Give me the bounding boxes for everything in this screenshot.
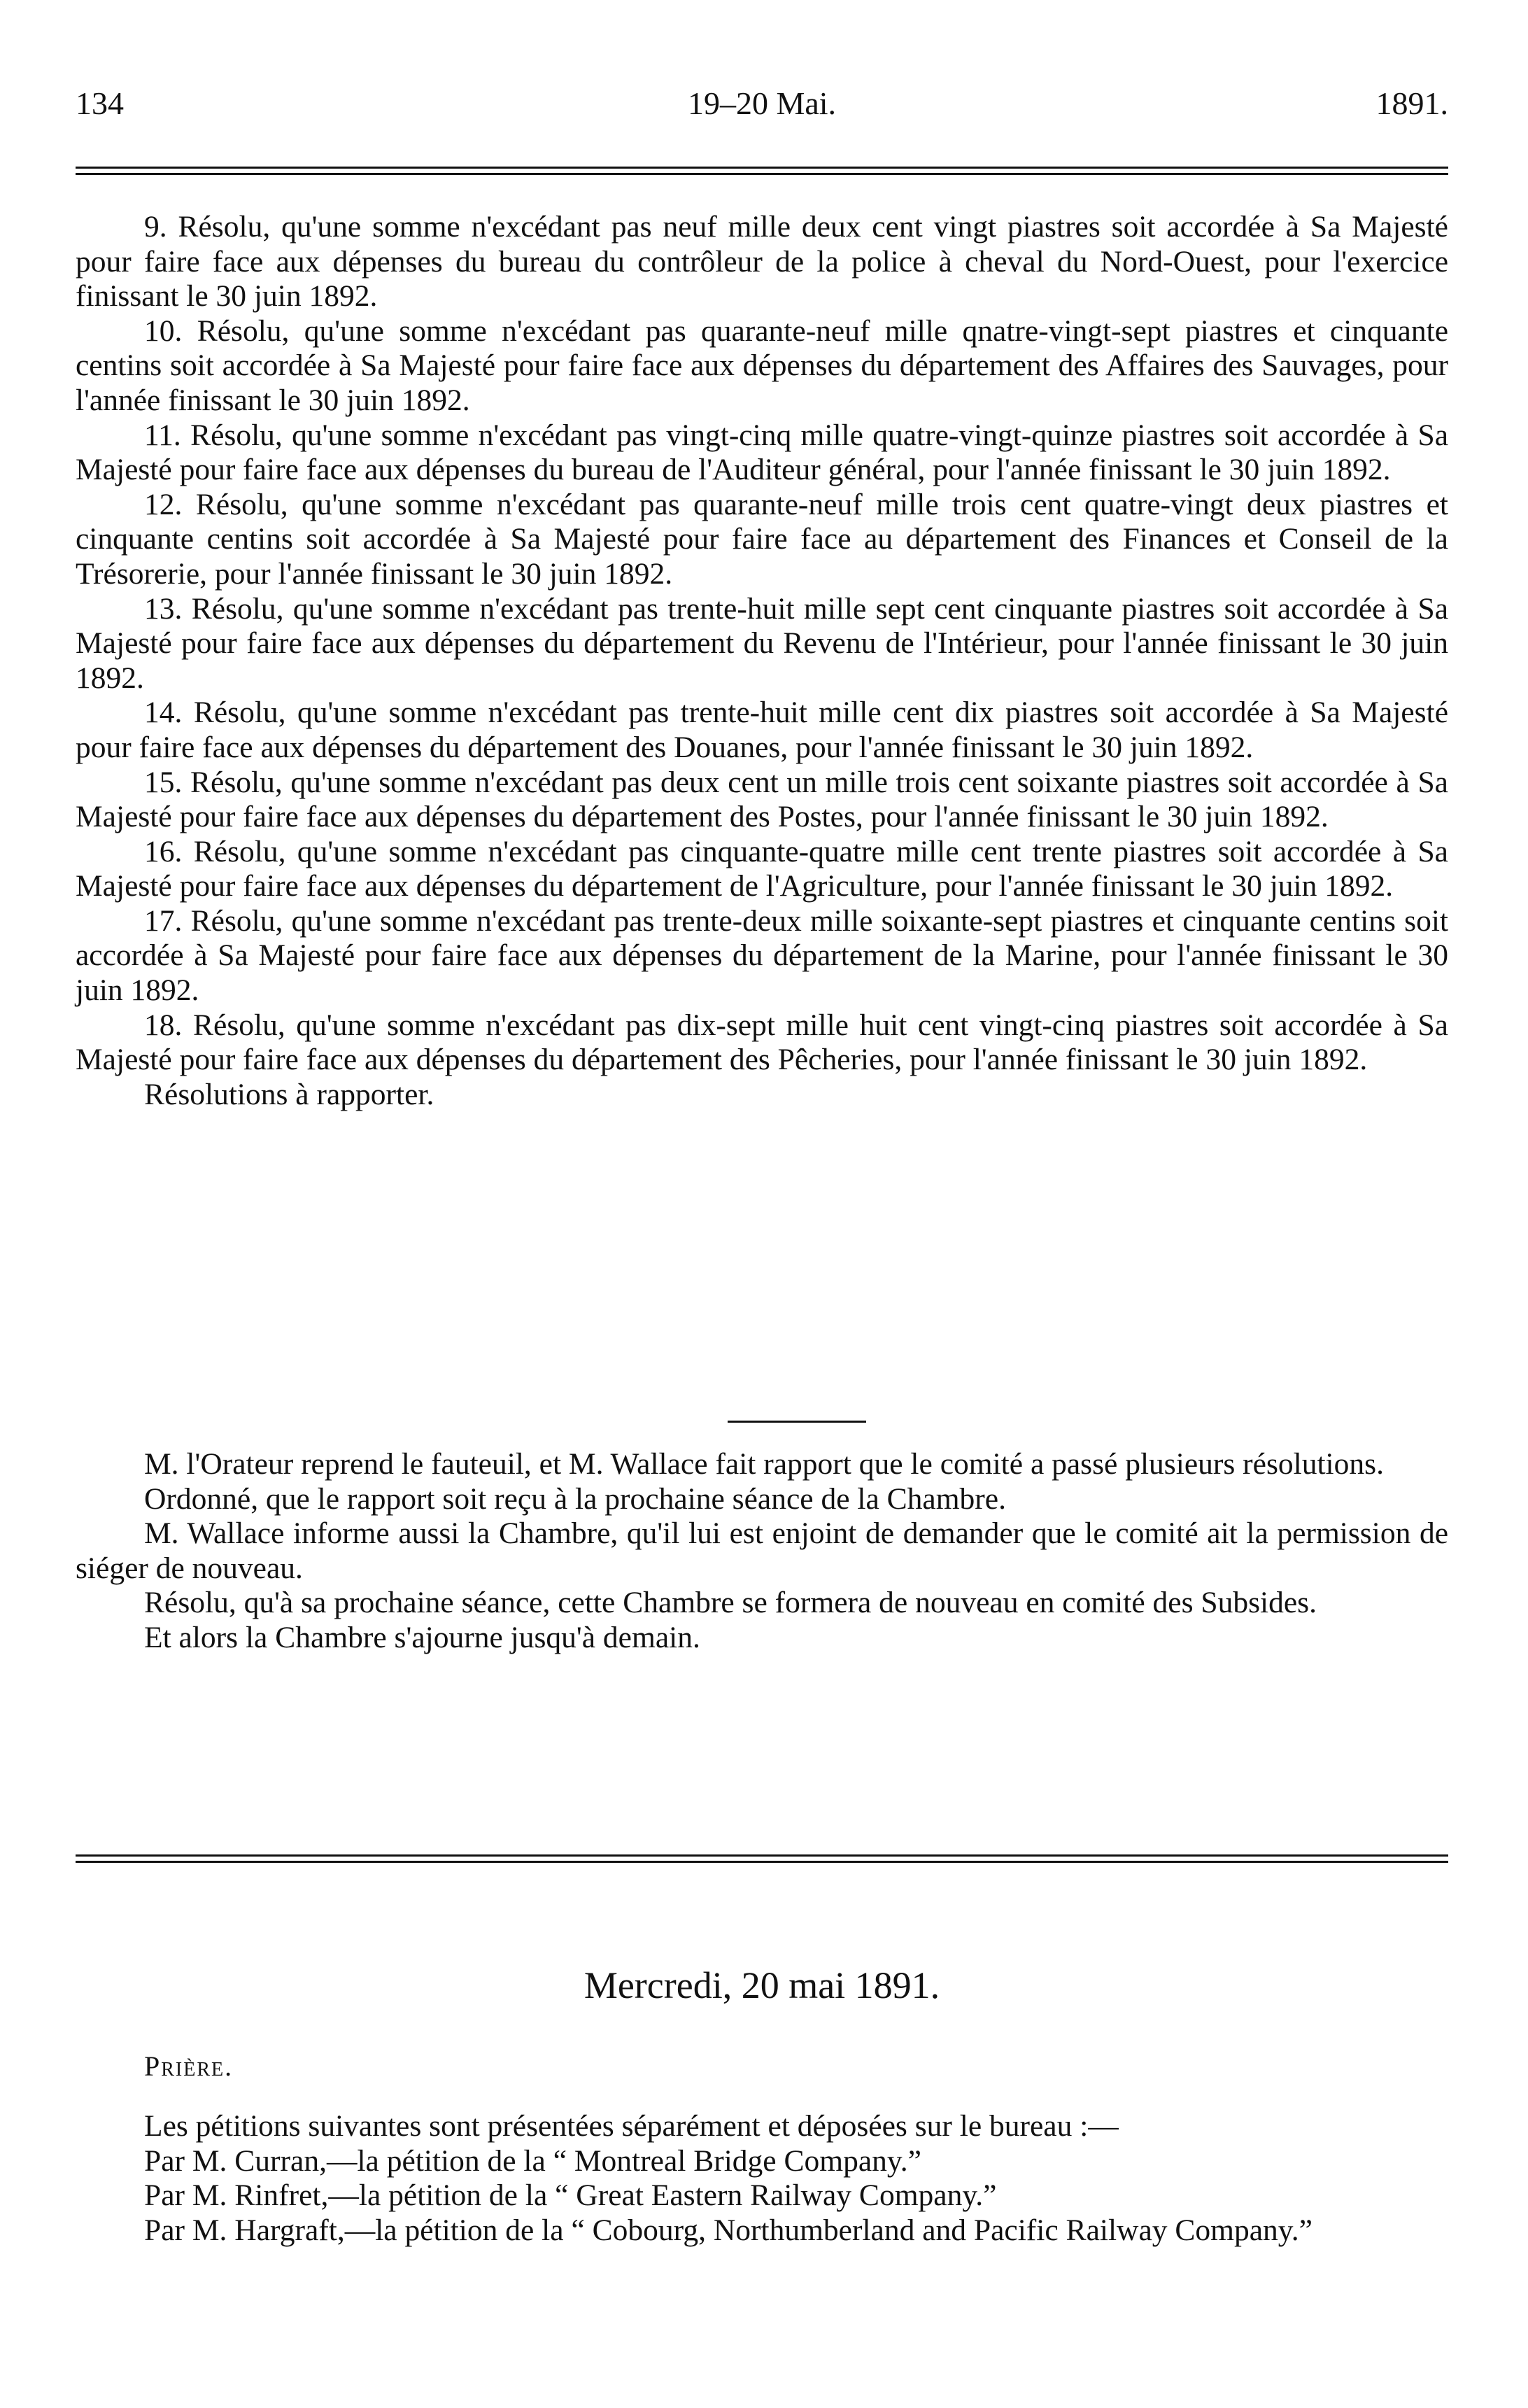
report-paragraph: Ordonné, que le rapport soit reçu à la prochaine séance de la Chambre. bbox=[144, 1481, 1006, 1516]
resolution-paragraph: 18. Résolu, qu'une somme n'excédant pas dix-sept mille huit cent vingt-cinq piastres soit accordée à Sa Majesté pour faire face aux dépenses du département des Pêcheries, pour l'année finissant le 30 juin 1892. bbox=[76, 1008, 1448, 1077]
header-date: 19–20 Mai. bbox=[687, 85, 837, 121]
report-paragraph: M. Wallace informe aussi la Chambre, qu'il lui est enjoint de demander que le comité ait la permission de siéger de nouveau. bbox=[76, 1516, 1448, 1585]
section-divider bbox=[728, 1421, 866, 1423]
resolutions-section bbox=[76, 210, 1448, 1112]
petitions-section bbox=[76, 2109, 1448, 2248]
header-year: 1891. bbox=[1375, 85, 1448, 121]
resolutions-closing: Résolutions à rapporter. bbox=[144, 1077, 434, 1111]
resolution-paragraph: 10. Résolu, qu'une somme n'excédant pas quarante-neuf mille qnatre-vingt-sept piastres et cinquante centins soit accordée à Sa Majesté pour faire face aux dépenses du département des Affaires des Sauvages, pour l'année finissant le 30 juin 1892. bbox=[76, 314, 1448, 417]
resolution-paragraph: 9. Résolu, qu'une somme n'excédant pas neuf mille deux cent vingt piastres soit accordée à Sa Majesté pour faire face aux dépenses du bureau du contrôleur de la police à cheval du Nord-Ouest, pour l'exercice finissant le 30 juin 1892. bbox=[76, 210, 1448, 314]
prayer-label: Prière. bbox=[144, 2050, 234, 2082]
header-double-rule bbox=[76, 167, 1448, 175]
resolution-paragraph: 17. Résolu, qu'une somme n'excédant pas trente-deux mille soixante-sept piastres et cinquante centins soit accordée à Sa Majesté pour faire face aux dépenses du département de la Marine, pour l'année finissant le 30 juin 1892. bbox=[76, 903, 1448, 1008]
resolution-paragraph: 15. Résolu, qu'une somme n'excédant pas deux cent un mille trois cent soixante piastres soit accordée à Sa Majesté pour faire face aux dépenses du département des Postes, pour l'année finissant le 30 juin 1892. bbox=[76, 765, 1448, 834]
page-header bbox=[76, 83, 1448, 125]
page-number: 134 bbox=[76, 85, 124, 121]
petition-paragraph: Les pétitions suivantes sont présentées séparément et déposées sur le bureau :— bbox=[144, 2109, 1119, 2143]
report-paragraph: Résolu, qu'à sa prochaine séance, cette Chambre se formera de nouveau en comité des Subsides. bbox=[144, 1586, 1317, 1620]
report-paragraph: M. l'Orateur reprend le fauteuil, et M. Wallace fait rapport que le comité a passé plusieurs résolutions. bbox=[144, 1447, 1384, 1481]
resolution-paragraph: 14. Résolu, qu'une somme n'excédant pas trente-huit mille cent dix piastres soit accordée à Sa Majesté pour faire face aux dépenses du département des Douanes, pour l'année finissant le 30 juin 1892. bbox=[76, 696, 1448, 764]
resolution-paragraph: 16. Résolu, qu'une somme n'excédant pas cinquante-quatre mille cent trente piastres soit accordée à Sa Majesté pour faire face aux dépenses du département de l'Agriculture, pour l'année finissant le 30 juin 1892. bbox=[76, 834, 1448, 903]
petition-paragraph: Par M. Hargraft,—la pétition de la “ Cobourg, Northumberland and Pacific Railway Company.” bbox=[144, 2213, 1313, 2247]
petition-paragraph: Par M. Rinfret,—la pétition de la “ Great Eastern Railway Company.” bbox=[144, 2178, 997, 2213]
report-section bbox=[76, 1447, 1448, 1656]
resolution-paragraph: 11. Résolu, qu'une somme n'excédant pas vingt-cinq mille quatre-vingt-quinze piastres soit accordée à Sa Majesté pour faire face aux dépenses du bureau de l'Auditeur général, pour l'année finissant le 30 juin 1892. bbox=[76, 418, 1448, 487]
day-separator-double-rule bbox=[76, 1854, 1448, 1863]
petition-paragraph: Par M. Curran,—la pétition de la “ Montreal Bridge Company.” bbox=[144, 2143, 921, 2178]
resolution-paragraph: 12. Résolu, qu'une somme n'excédant pas quarante-neuf mille trois cent quatre-vingt deux piastres et cinquante centins soit accordée à Sa Majesté pour faire face au département des Finances et Conseil de la Trésorerie, pour l'année finissant le 30 juin 1892. bbox=[76, 487, 1448, 591]
report-paragraph: Et alors la Chambre s'ajourne jusqu'à demain. bbox=[144, 1620, 700, 1654]
resolution-paragraph: 13. Résolu, qu'une somme n'excédant pas trente-huit mille sept cent cinquante piastres soit accordée à Sa Majesté pour faire face aux dépenses du département du Revenu de l'Intérieur, pour l'année finissant le 30 juin 1892. bbox=[76, 591, 1448, 695]
day-heading: Mercredi, 20 mai 1891. bbox=[583, 1964, 940, 2006]
